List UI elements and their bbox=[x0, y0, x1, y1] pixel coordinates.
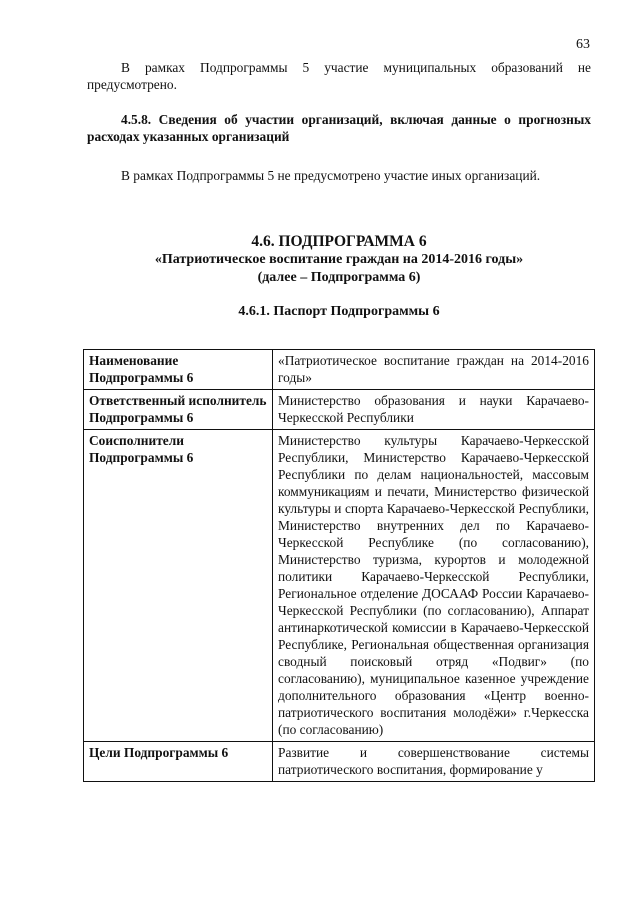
section-heading-4-6 bbox=[87, 233, 591, 287]
section-heading-4-5-8: 4.5.8. Сведения об участии организаций, включая данные о прогнозных расходах указанных организаций bbox=[87, 112, 591, 144]
paragraph-other-organizations: В рамках Подпрограммы 5 не предусмотрено участие иных организаций. bbox=[121, 168, 541, 183]
table-row bbox=[84, 390, 595, 430]
passport-table bbox=[83, 349, 595, 782]
row-label-co-executors: Соисполнители Подпрограммы 6 bbox=[84, 430, 273, 742]
subprogram-title: 4.6. ПОДПРОГРАММА 6 bbox=[251, 233, 427, 250]
paragraph-municipal-participation: В рамках Подпрограммы 5 участие муниципальных образований не предусмотрено. bbox=[87, 60, 591, 92]
table-row bbox=[84, 430, 595, 742]
row-label-goals: Цели Подпрограммы 6 bbox=[84, 742, 273, 782]
row-value-name: «Патриотическое воспитание граждан на 2014-2016 годы» bbox=[273, 350, 595, 390]
row-value-co-executors: Министерство культуры Карачаево-Черкесской Республики, Министерство Карачаево-Черкесской Республики по делам национальностей, массовым коммуникациям и печати, Министерство физической культуры и спорта Карачаево-Черкесской Республики, Министерство внутренних дел по Карачаево-Черкесской Республике (по согласованию), Министерство туризма, курортов и молодежной политики Карачаево-Черкесской Республики, Региональное отделение ДОСААФ России Карачаево-Черкесской Республики (по согласованию), Аппарат антинаркотической комиссии в Карачаево-Черкесской Республике, Региональная общественная организация сводный поисковый отряд «Подвиг» (по согласованию), муниципальное казенное учреждение дополнительного образования «Центр военно-патриотического воспитания молодёжи» г.Черкесска (по согласованию) bbox=[273, 430, 595, 742]
subprogram-alias: (далее – Подпрограмма 6) bbox=[257, 270, 421, 285]
table-row bbox=[84, 742, 595, 782]
row-value-goals: Развитие и совершенствование системы патриотического воспитания, формирование у bbox=[273, 742, 595, 782]
row-value-responsible: Министерство образования и науки Карачаево-Черкесской Республики bbox=[273, 390, 595, 430]
subprogram-name: «Патриотическое воспитание граждан на 2014-2016 годы» bbox=[154, 252, 524, 267]
page-bottom-edge bbox=[0, 879, 640, 905]
row-label-responsible: Ответственный исполнитель Подпрограммы 6 bbox=[84, 390, 273, 430]
page-number: 63 bbox=[576, 37, 590, 52]
table-row bbox=[84, 350, 595, 390]
section-heading-4-6-1: 4.6.1. Паспорт Подпрограммы 6 bbox=[238, 304, 440, 319]
row-label-name: Наименование Подпрограммы 6 bbox=[84, 350, 273, 390]
